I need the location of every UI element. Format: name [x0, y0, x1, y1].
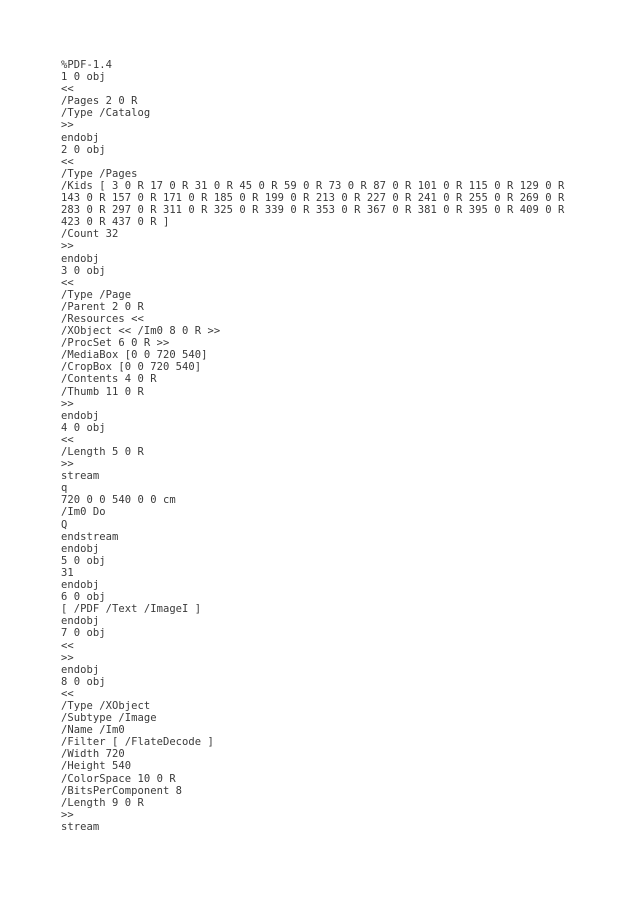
code-line: /Height 540 [61, 760, 132, 773]
code-line: endobj [61, 542, 100, 555]
code-line: /ProcSet 6 0 R >> [61, 337, 170, 350]
code-line: /Type /Catalog [61, 107, 151, 120]
code-line: endobj [61, 409, 100, 422]
code-line: /Subtype /Image [61, 712, 157, 725]
code-line: 143 0 R 157 0 R 171 0 R 185 0 R 199 0 R 213 0 R 227 0 R 241 0 R 255 0 R 269 0 R [61, 192, 565, 205]
code-line: >> [61, 397, 74, 410]
code-line: 7 0 obj [61, 627, 106, 640]
code-line: /Thumb 11 0 R [61, 385, 144, 398]
code-line: stream [61, 820, 100, 833]
code-line: 1 0 obj [61, 71, 106, 84]
code-line: << [61, 83, 74, 96]
code-line: >> [61, 240, 74, 253]
code-line: Q [61, 518, 68, 531]
code-line: endobj [61, 252, 100, 265]
code-line: >> [61, 119, 74, 132]
code-line: 283 0 R 297 0 R 311 0 R 325 0 R 339 0 R 353 0 R 367 0 R 381 0 R 395 0 R 409 0 R [61, 204, 565, 217]
code-line: /CropBox [0 0 720 540] [61, 361, 202, 374]
code-line: endstream [61, 530, 119, 543]
code-line: /Type /Pages [61, 167, 138, 180]
code-line: endobj [61, 579, 100, 592]
code-line: 5 0 obj [61, 554, 106, 567]
code-line: /Filter [ /FlateDecode ] [61, 736, 214, 749]
code-line: >> [61, 651, 74, 664]
code-line: /Length 5 0 R [61, 446, 144, 458]
code-line: endobj [61, 663, 100, 676]
code-line: /Count 32 [61, 228, 119, 241]
code-line: << [61, 155, 74, 168]
code-line: 4 0 obj [61, 421, 106, 434]
code-line: >> [61, 808, 74, 821]
code-line: /Name /Im0 [61, 724, 125, 737]
code-line: 720 0 0 540 0 0 cm [61, 494, 176, 507]
code-line: endobj [61, 131, 100, 144]
pdf-source-text [61, 59, 581, 833]
code-line: /Pages 2 0 R [61, 95, 138, 108]
code-line: 31 [61, 566, 74, 579]
code-line: >> [61, 458, 74, 471]
code-line: /Type /XObject [61, 699, 151, 712]
code-line: 3 0 obj [61, 264, 106, 277]
code-line: /MediaBox [0 0 720 540] [61, 349, 208, 362]
code-line: /Type /Page [61, 288, 132, 301]
code-line: /Contents 4 0 R [61, 373, 157, 386]
code-line: << [61, 433, 74, 446]
code-line: /Resources << [61, 312, 144, 325]
code-line: endobj [61, 615, 100, 628]
code-line: /Width 720 [61, 748, 125, 761]
code-line: stream [61, 470, 100, 483]
code-line: 2 0 obj [61, 143, 106, 156]
code-line: 423 0 R 437 0 R ] [61, 216, 170, 229]
code-line: /Length 9 0 R [61, 796, 144, 809]
code-line: << [61, 639, 74, 652]
code-line: << [61, 276, 74, 289]
code-line: %PDF-1.4 [61, 59, 112, 71]
code-line: /Parent 2 0 R [61, 300, 144, 313]
code-line: /Kids [ 3 0 R 17 0 R 31 0 R 45 0 R 59 0 R 73 0 R 87 0 R 101 0 R 115 0 R 129 0 R [61, 179, 565, 192]
code-line: /Im0 Do [61, 506, 106, 519]
code-line: /ColorSpace 10 0 R [61, 772, 176, 785]
code-line: 8 0 obj [61, 675, 106, 688]
code-line: << [61, 687, 74, 700]
code-line: [ /PDF /Text /ImageI ] [61, 603, 202, 616]
code-line: q [61, 482, 68, 495]
code-line: /XObject << /Im0 8 0 R >> [61, 325, 221, 338]
code-line: 6 0 obj [61, 591, 106, 604]
code-line: /BitsPerComponent 8 [61, 784, 183, 797]
